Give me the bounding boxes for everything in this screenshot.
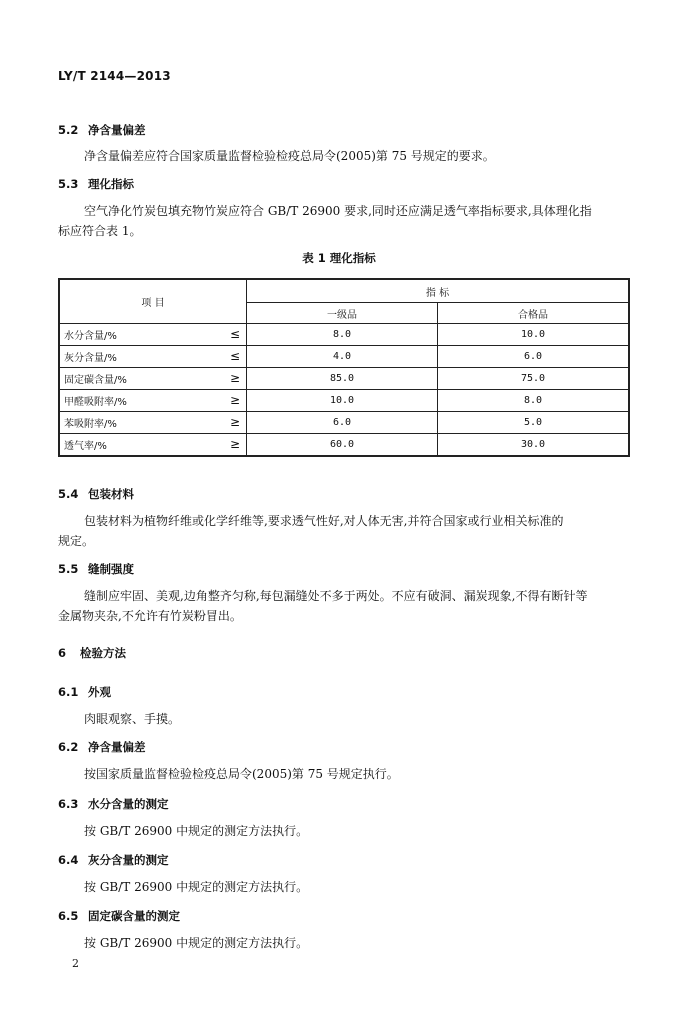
table-header-item: 项 目 bbox=[59, 279, 247, 324]
section-heading-5-4 bbox=[58, 486, 134, 502]
row-name: 苯吸附率/% bbox=[64, 419, 117, 430]
row-name: 固定碳含量/% bbox=[64, 375, 127, 386]
row-name-cell bbox=[59, 324, 247, 346]
section-title: 理化指标 bbox=[88, 177, 134, 191]
comparison-symbol: ≤ bbox=[229, 327, 240, 341]
row-name: 甲醛吸附率/% bbox=[64, 397, 127, 408]
paragraph-5-5-line1: 缝制应牢固、美观,边角整齐匀称,每包漏缝处不多于两处。不应有破洞、漏炭现象,不得有断针等 bbox=[84, 589, 588, 603]
section-number: 5.3 bbox=[58, 177, 79, 191]
grade2-value: 75.0 bbox=[438, 368, 630, 390]
section-number: 6.3 bbox=[58, 797, 79, 811]
grade1-value: 6.0 bbox=[247, 412, 438, 434]
table-row bbox=[59, 412, 629, 434]
comparison-symbol: ≥ bbox=[229, 415, 240, 429]
grade2-value: 6.0 bbox=[438, 346, 630, 368]
section-number: 5.4 bbox=[58, 487, 79, 501]
grade1-value: 10.0 bbox=[247, 390, 438, 412]
section-number: 5.2 bbox=[58, 123, 79, 137]
spec-table bbox=[58, 278, 630, 457]
paragraph-6-2: 按国家质量监督检验检疫总局令(2005)第 75 号规定执行。 bbox=[84, 767, 399, 781]
paragraph-5-3-line1: 空气净化竹炭包填充物竹炭应符合 GB/T 26900 要求,同时还应满足透气率指标要求,具体理化指 bbox=[84, 204, 592, 218]
section-number: 6.1 bbox=[58, 685, 79, 699]
table-row bbox=[59, 368, 629, 390]
grade1-value: 85.0 bbox=[247, 368, 438, 390]
section-heading-6-1 bbox=[58, 684, 111, 700]
section-title: 净含量偏差 bbox=[88, 123, 146, 137]
table-header-index: 指 标 bbox=[247, 279, 630, 303]
document-code: LY/T 2144—2013 bbox=[58, 69, 171, 83]
grade1-value: 60.0 bbox=[247, 434, 438, 457]
grade2-value: 8.0 bbox=[438, 390, 630, 412]
paragraph-6-4: 按 GB/T 26900 中规定的测定方法执行。 bbox=[84, 880, 309, 894]
section-title: 缝制强度 bbox=[88, 562, 134, 576]
row-name: 灰分含量/% bbox=[64, 353, 117, 364]
comparison-symbol: ≤ bbox=[229, 349, 240, 363]
grade1-value: 8.0 bbox=[247, 324, 438, 346]
paragraph-5-5-line2: 金属物夹杂,不允许有竹炭粉冒出。 bbox=[58, 609, 242, 623]
section-heading-5-5 bbox=[58, 561, 134, 577]
row-name-cell bbox=[59, 368, 247, 390]
row-name: 水分含量/% bbox=[64, 331, 117, 342]
row-name-cell bbox=[59, 434, 247, 457]
section-heading-6-2 bbox=[58, 739, 146, 755]
section-title: 固定碳含量的测定 bbox=[88, 909, 180, 923]
table-caption: 表 1 理化指标 bbox=[302, 251, 376, 265]
table-row bbox=[59, 346, 629, 368]
section-heading-6-5 bbox=[58, 908, 180, 924]
section-heading-6 bbox=[58, 645, 126, 661]
page-number: 2 bbox=[72, 957, 79, 970]
paragraph-6-1: 肉眼观察、手摸。 bbox=[84, 712, 181, 726]
table-header-grade1: 一级品 bbox=[247, 303, 438, 324]
section-number: 6.5 bbox=[58, 909, 79, 923]
section-number: 6.4 bbox=[58, 853, 79, 867]
table-header-grade2: 合格品 bbox=[438, 303, 630, 324]
section-title: 包装材料 bbox=[88, 487, 134, 501]
grade2-value: 30.0 bbox=[438, 434, 630, 457]
table-row bbox=[59, 434, 629, 457]
paragraph-5-4-line1: 包装材料为植物纤维或化学纤维等,要求透气性好,对人体无害,并符合国家或行业相关标准的 bbox=[84, 514, 564, 528]
paragraph-6-5: 按 GB/T 26900 中规定的测定方法执行。 bbox=[84, 936, 309, 950]
paragraph-5-3-line2: 标应符合表 1。 bbox=[58, 224, 142, 238]
comparison-symbol: ≥ bbox=[229, 437, 240, 451]
row-name: 透气率/% bbox=[64, 441, 107, 452]
row-name-cell bbox=[59, 412, 247, 434]
grade2-value: 5.0 bbox=[438, 412, 630, 434]
section-title: 净含量偏差 bbox=[88, 740, 146, 754]
table-row bbox=[59, 390, 629, 412]
section-title: 检验方法 bbox=[80, 646, 126, 660]
grade2-value: 10.0 bbox=[438, 324, 630, 346]
paragraph-5-4-line2: 规定。 bbox=[58, 534, 95, 548]
row-name-cell bbox=[59, 346, 247, 368]
row-name-cell bbox=[59, 390, 247, 412]
section-heading-6-3 bbox=[58, 796, 169, 812]
section-title: 灰分含量的测定 bbox=[88, 853, 169, 867]
table-row bbox=[59, 324, 629, 346]
comparison-symbol: ≥ bbox=[229, 371, 240, 385]
paragraph-5-2: 净含量偏差应符合国家质量监督检验检疫总局令(2005)第 75 号规定的要求。 bbox=[84, 149, 495, 163]
section-heading-5-3 bbox=[58, 176, 134, 192]
section-heading-6-4 bbox=[58, 852, 169, 868]
section-title: 外观 bbox=[88, 685, 111, 699]
section-title: 水分含量的测定 bbox=[88, 797, 169, 811]
comparison-symbol: ≥ bbox=[229, 393, 240, 407]
section-number: 6.2 bbox=[58, 740, 79, 754]
grade1-value: 4.0 bbox=[247, 346, 438, 368]
section-number: 5.5 bbox=[58, 562, 79, 576]
section-number: 6 bbox=[58, 646, 67, 660]
paragraph-6-3: 按 GB/T 26900 中规定的测定方法执行。 bbox=[84, 824, 309, 838]
section-heading-5-2 bbox=[58, 122, 146, 138]
